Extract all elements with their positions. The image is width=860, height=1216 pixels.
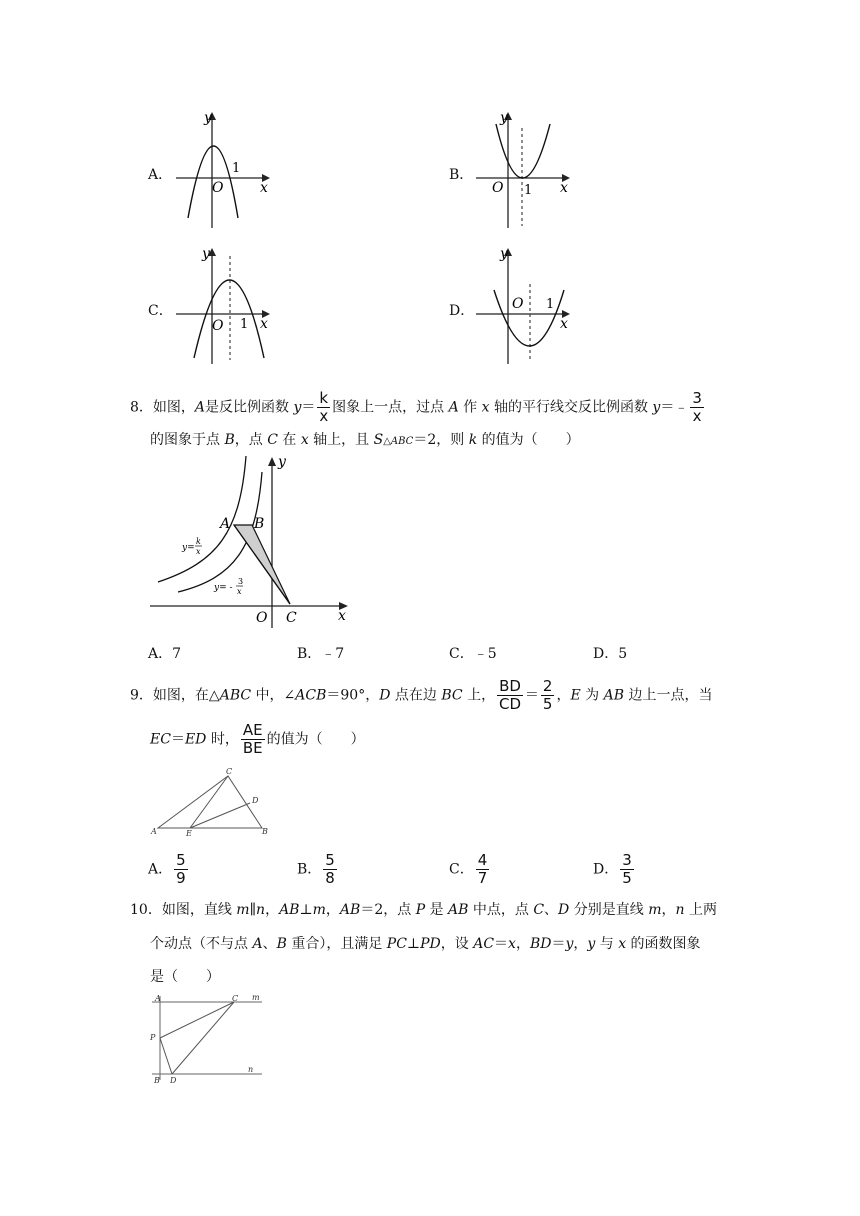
- q9-line1: 9．如图，在△ABC 中，∠ACB＝90°，D 点在边 BC 上， $\frac{BD}{CD}$ ＝ $\frac{2}{5}$ ，E 为 AB 边上一点，当: [130, 677, 713, 713]
- q8-frac-k-over-x: $\frac{k}{x}$: [319, 389, 329, 425]
- q7a-tick: 1: [232, 161, 241, 176]
- q7c-x-label: x: [260, 316, 268, 332]
- q7b-origin: O: [492, 180, 504, 196]
- q10-line1: 10．如图，直线 m∥n，AB⊥m，AB＝2，点 P 是 AB 中点，点 C、D 分别是直线 m，n 上两: [130, 902, 717, 918]
- q7d-tick: 1: [546, 297, 555, 312]
- q9-point-e: E: [186, 829, 192, 838]
- q7-graph-b: [472, 108, 582, 230]
- q7a-origin: O: [212, 180, 224, 196]
- q8-option-b: B．﹣7: [297, 646, 345, 662]
- q8-x-label: x: [338, 608, 346, 624]
- q9-frac-bd-cd: $\frac{BD}{CD}$: [498, 677, 522, 713]
- q10-line2: 个动点（不与点 A、B 重合），且满足 PC⊥PD，设 AC＝x，BD＝y，y 与 x 的函数图象: [150, 936, 701, 952]
- q7c-origin: O: [212, 318, 224, 334]
- q7d-x-label: x: [560, 316, 568, 332]
- q9-figure: [150, 766, 272, 838]
- q8-line1: 8．如图，A是反比例函数 y＝ $\frac{k}{x}$ 图象上一点，过点 A 作 x 轴的平行线交反比例函数 y＝﹣ $\frac{3}{x}$: [130, 389, 702, 425]
- q8-curve1-num: k: [196, 537, 201, 546]
- q9-line2: EC＝ED 时， $\frac{AE}{BE}$ 的值为（ ）: [150, 721, 365, 757]
- q8-figure: [148, 452, 358, 630]
- q9-option-d: D． $\frac{3}{5}$: [593, 851, 632, 887]
- q10-point-d: D: [170, 1076, 177, 1084]
- q10-line-m: m: [252, 993, 260, 1002]
- q7-graph-c: [172, 244, 282, 366]
- q8-origin: O: [256, 610, 268, 626]
- q10-point-p: P: [150, 1033, 156, 1042]
- q7c-tick: 1: [240, 317, 249, 332]
- q7b-x-label: x: [560, 180, 568, 196]
- q9-option-b: B． $\frac{5}{8}$: [297, 851, 335, 887]
- q8-curve2-den: x: [237, 587, 242, 596]
- q7-option-c-label: C．: [148, 303, 173, 319]
- q8-curve2-num: 3: [238, 577, 244, 586]
- q8-curve1-den: x: [196, 547, 201, 556]
- q8-option-d: D．5: [593, 646, 628, 662]
- q9-frac-ae-be: $\frac{AE}{BE}$: [242, 721, 263, 757]
- q10-figure: [148, 992, 270, 1084]
- q9-option-c: C． $\frac{4}{7}$: [449, 851, 488, 887]
- q8-curve2-label: y= -: [214, 583, 233, 593]
- q8-option-a: A．7: [148, 646, 182, 662]
- q9-point-a: A: [151, 827, 157, 836]
- q7-option-d-label: D．: [449, 303, 475, 319]
- q7-option-a-label: A．: [148, 167, 173, 183]
- q7d-origin: O: [512, 296, 524, 312]
- q9-frac-2-5: $\frac{2}{5}$: [542, 677, 553, 713]
- q10-line3: 是（ ）: [150, 969, 220, 985]
- q8-frac-3-over-x: $\frac{3}{x}$: [692, 389, 702, 425]
- q7-option-b-label: B．: [449, 167, 474, 183]
- q7b-tick: 1: [524, 183, 533, 198]
- q8-point-b: B: [254, 516, 265, 532]
- q8-line2: 的图象于点 B，点 C 在 x 轴上，且 S△ABC＝2，则 k 的值为（ ）: [150, 432, 580, 448]
- q8-y-label: y: [278, 454, 286, 470]
- q9-point-d: D: [252, 796, 259, 805]
- q8-option-c: C．﹣5: [449, 646, 497, 662]
- q8-curve1-label: y=: [182, 543, 195, 553]
- q7-graph-d: [472, 244, 582, 366]
- q10-point-c: C: [232, 994, 239, 1003]
- q10-point-b: B: [154, 1076, 160, 1084]
- q7c-y-label: y: [202, 246, 210, 262]
- q9-option-a: A． $\frac{5}{9}$: [148, 851, 186, 887]
- q10-point-a: A: [155, 994, 161, 1003]
- q10-line-n: n: [248, 1065, 254, 1074]
- q7a-x-label: x: [260, 180, 268, 196]
- q8-point-c: C: [286, 610, 297, 626]
- q9-point-c: C: [226, 767, 233, 776]
- q7b-y-label: y: [500, 110, 508, 126]
- q7a-y-label: y: [204, 110, 212, 126]
- q7d-y-label: y: [500, 246, 508, 262]
- q8-point-a: A: [220, 516, 231, 532]
- q7-graph-a: [172, 108, 282, 230]
- q9-point-b: B: [262, 827, 268, 836]
